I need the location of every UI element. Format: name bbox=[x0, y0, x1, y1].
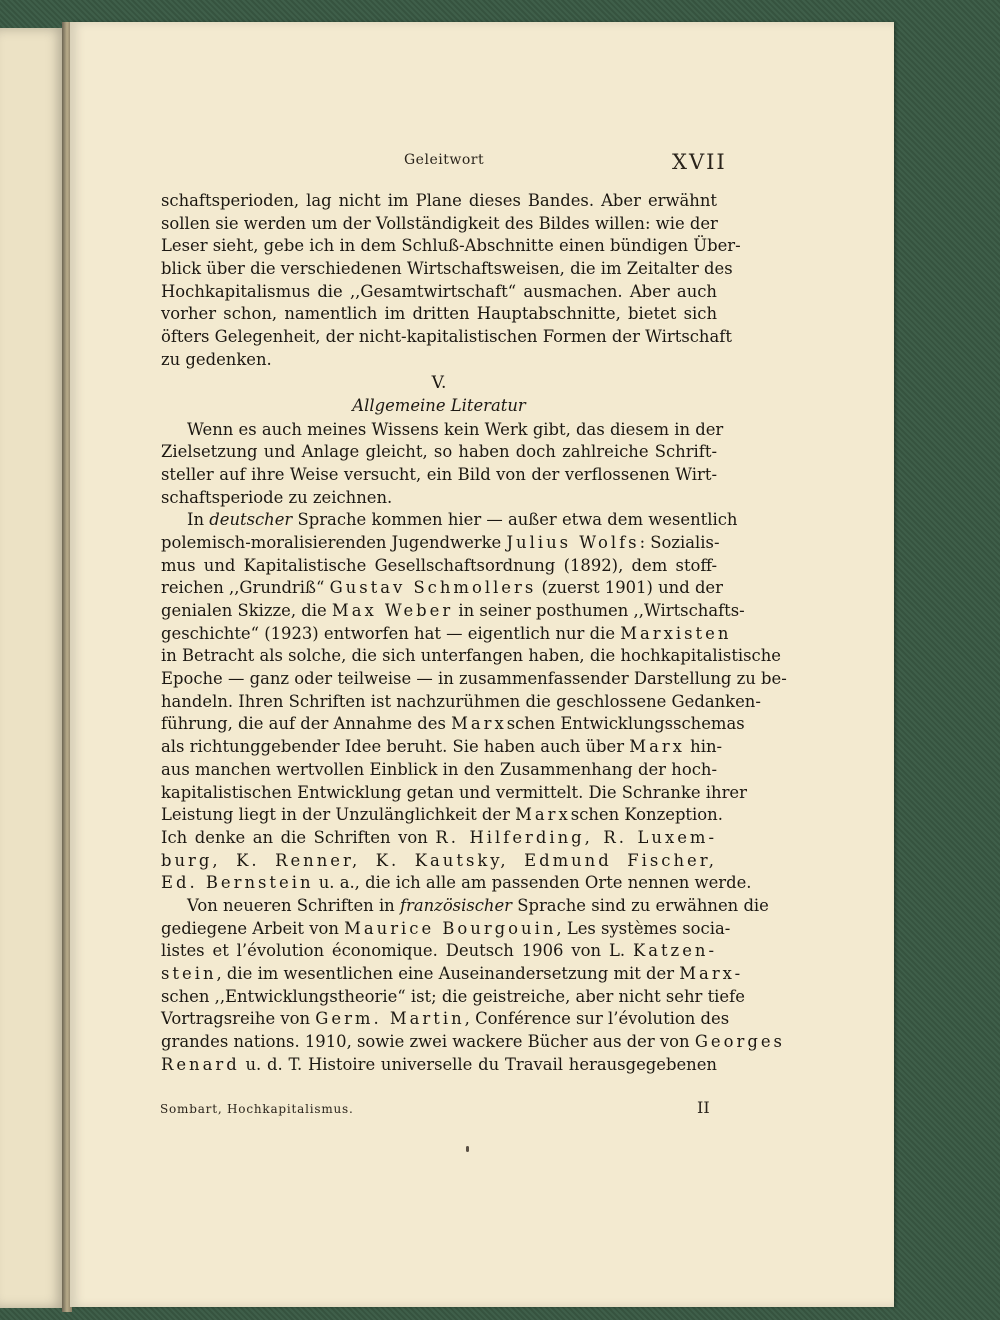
spaced-name: stein bbox=[161, 964, 217, 983]
text-line: burg, K. Renner, K. Kautsky, Edmund Fischer, bbox=[161, 850, 717, 870]
text-segment: grandes nations. 1910, sowie zwei wackere Bücher aus der von bbox=[161, 1032, 695, 1052]
text-line bbox=[161, 623, 732, 646]
spaced-name: Germ. Martin bbox=[315, 1009, 465, 1029]
text-line: mus und Kapitalistische Gesellschaftsordnung (1892), dem stoff- bbox=[161, 555, 717, 575]
text-segment: Vortragsreihe von bbox=[161, 1009, 316, 1029]
text-segment: In bbox=[187, 510, 210, 530]
sheet-signature: II bbox=[697, 1098, 710, 1117]
spaced-name: Julius Wolfs bbox=[506, 532, 640, 552]
text-segment: Leistung liegt in der Unzulänglichkeit der bbox=[161, 805, 516, 825]
text-line: handeln. Ihren Schriften ist nachzurühmen die geschlossene Gedanken- bbox=[161, 691, 761, 711]
text-line bbox=[161, 1031, 785, 1054]
text-segment: listes et l’évolution économique. Deutsch 1906 von L. bbox=[161, 941, 633, 961]
facing-page-edge bbox=[0, 28, 66, 1308]
spaced-name: Marx bbox=[515, 805, 571, 825]
page-number: XVII bbox=[672, 150, 727, 174]
text-segment: , Conférence sur l’évolution des bbox=[464, 1009, 730, 1029]
text-segment: reichen ,,Grundriß“ bbox=[161, 578, 330, 598]
text-segment: in seiner posthumen ,,Wirtschafts- bbox=[453, 601, 745, 620]
spaced-name: R. Hilferding, R. Luxem- bbox=[435, 827, 718, 847]
text-line bbox=[161, 918, 731, 941]
spaced-name: Marx bbox=[451, 714, 507, 734]
text-segment: schen Konzeption. bbox=[570, 805, 723, 825]
text-segment: führung, die auf der Annahme des bbox=[161, 714, 452, 734]
text-segment: , Les systèmes socia- bbox=[556, 918, 731, 938]
text-segment: Von neueren Schriften in bbox=[187, 895, 400, 915]
emphasis-text: deutscher bbox=[209, 510, 293, 530]
text-line: Zielsetzung und Anlage gleicht, so haben doch zahlreiche Schrift- bbox=[161, 442, 717, 462]
text-line: schaftsperioden, lag nicht im Plane dieses Bandes. Aber erwähnt bbox=[161, 191, 717, 210]
text-line: sollen sie werden um der Vollständigkeit des Bildes willen: wie der bbox=[161, 213, 718, 233]
text-segment: als richtunggebender Idee beruht. Sie haben auch über bbox=[161, 737, 625, 757]
text-segment: Sprache kommen hier — außer etwa dem wesentlich bbox=[292, 510, 738, 530]
paper-speck bbox=[466, 1146, 469, 1152]
text-line: schaftsperiode zu zeichnen. bbox=[161, 487, 393, 507]
text-line bbox=[161, 872, 752, 895]
text-line bbox=[161, 940, 717, 963]
text-segment: polemisch-moralisierenden Jugendwerke bbox=[161, 532, 507, 552]
text-segment: genialen Skizze, die bbox=[161, 601, 332, 620]
text-segment: u. a., die ich alle am passenden Orte nennen werde. bbox=[313, 873, 752, 893]
section-number: V. bbox=[431, 372, 447, 393]
text-segment: Ich denke an die Schriften von bbox=[161, 827, 436, 847]
running-header-title: Geleitwort bbox=[404, 152, 485, 168]
text-line: Wenn es auch meines Wissens kein Werk gibt, das diesem in der bbox=[187, 419, 724, 439]
text-line: Leser sieht, gebe ich in dem Schluß-Abschnitte einen bündigen Über- bbox=[161, 236, 741, 256]
emphasis-text: französischer bbox=[399, 895, 513, 915]
text-line bbox=[161, 577, 723, 600]
text-line: schen ,,Entwicklungstheorie“ ist; die geistreiche, aber nicht sehr tiefe bbox=[161, 986, 745, 1006]
text-line: aus manchen wertvollen Einblick in den Zusammenhang der hoch- bbox=[161, 759, 717, 779]
text-line bbox=[161, 963, 744, 986]
spaced-name: Renard bbox=[161, 1054, 240, 1074]
text-line bbox=[161, 804, 723, 827]
text-segment: , die im wesentlichen eine Auseinandersetzung mit der bbox=[216, 964, 680, 983]
text-line: Hochkapitalismus die ,,Gesamtwirtschaft“ ausmachen. Aber auch bbox=[161, 281, 717, 301]
spaced-name: Marx bbox=[629, 737, 685, 757]
text-line bbox=[161, 895, 769, 918]
text-line bbox=[161, 509, 738, 532]
spaced-name: Max Weber bbox=[331, 601, 454, 620]
text-line bbox=[161, 1008, 730, 1031]
text-segment: geschichte“ (1923) entworfen hat — eigentlich nur die bbox=[161, 623, 621, 643]
spaced-name: Ed. Bernstein bbox=[161, 873, 314, 893]
signature-mark: Sombart, Hochkapitalismus. bbox=[160, 1102, 354, 1116]
text-segment: schen Entwicklungsschemas bbox=[506, 714, 745, 734]
text-segment: u. d. T. Histoire universelle du Travail herausgegebenen bbox=[239, 1054, 717, 1074]
text-line: zu gedenken. bbox=[161, 349, 272, 369]
text-line bbox=[161, 600, 745, 623]
page-body bbox=[161, 190, 787, 1076]
spaced-name: Gustav Schmollers bbox=[329, 578, 537, 598]
text-line bbox=[161, 827, 717, 850]
text-segment: hin- bbox=[684, 737, 723, 757]
text-line bbox=[161, 1054, 717, 1077]
section-title: Allgemeine Literatur bbox=[352, 395, 526, 415]
spaced-name: Marxisten bbox=[620, 623, 732, 643]
text-line: vorher schon, namentlich im dritten Hauptabschnitte, bietet sich bbox=[161, 304, 717, 324]
text-line bbox=[161, 736, 723, 759]
text-line bbox=[161, 532, 720, 555]
text-line bbox=[161, 713, 745, 736]
text-line: öfters Gelegenheit, der nicht-kapitalistischen Formen der Wirtschaft bbox=[161, 327, 732, 347]
text-segment: gediegene Arbeit von bbox=[161, 918, 345, 938]
text-segment: Sprache sind zu erwähnen die bbox=[512, 895, 769, 915]
text-line: steller auf ihre Weise versucht, ein Bild von der verflossenen Wirt- bbox=[161, 464, 717, 484]
text-line: in Betracht als solche, die sich unterfangen haben, die hochkapitalistische bbox=[161, 646, 781, 666]
spaced-name: Maurice Bourgouin bbox=[344, 918, 557, 938]
text-line: Epoche — ganz oder teilweise — in zusammenfassender Darstellung zu be- bbox=[161, 669, 787, 689]
text-line: blick über die verschiedenen Wirtschaftsweisen, die im Zeitalter des bbox=[161, 259, 733, 279]
text-segment: : Sozialis- bbox=[639, 532, 720, 552]
text-line: kapitalistischen Entwicklung getan und vermittelt. Die Schranke ihrer bbox=[161, 782, 747, 802]
spaced-name: Marx- bbox=[679, 964, 744, 983]
spaced-name: Katzen- bbox=[632, 941, 717, 961]
spaced-name: Georges bbox=[694, 1032, 785, 1052]
text-segment: (zuerst 1901) und der bbox=[536, 578, 723, 598]
